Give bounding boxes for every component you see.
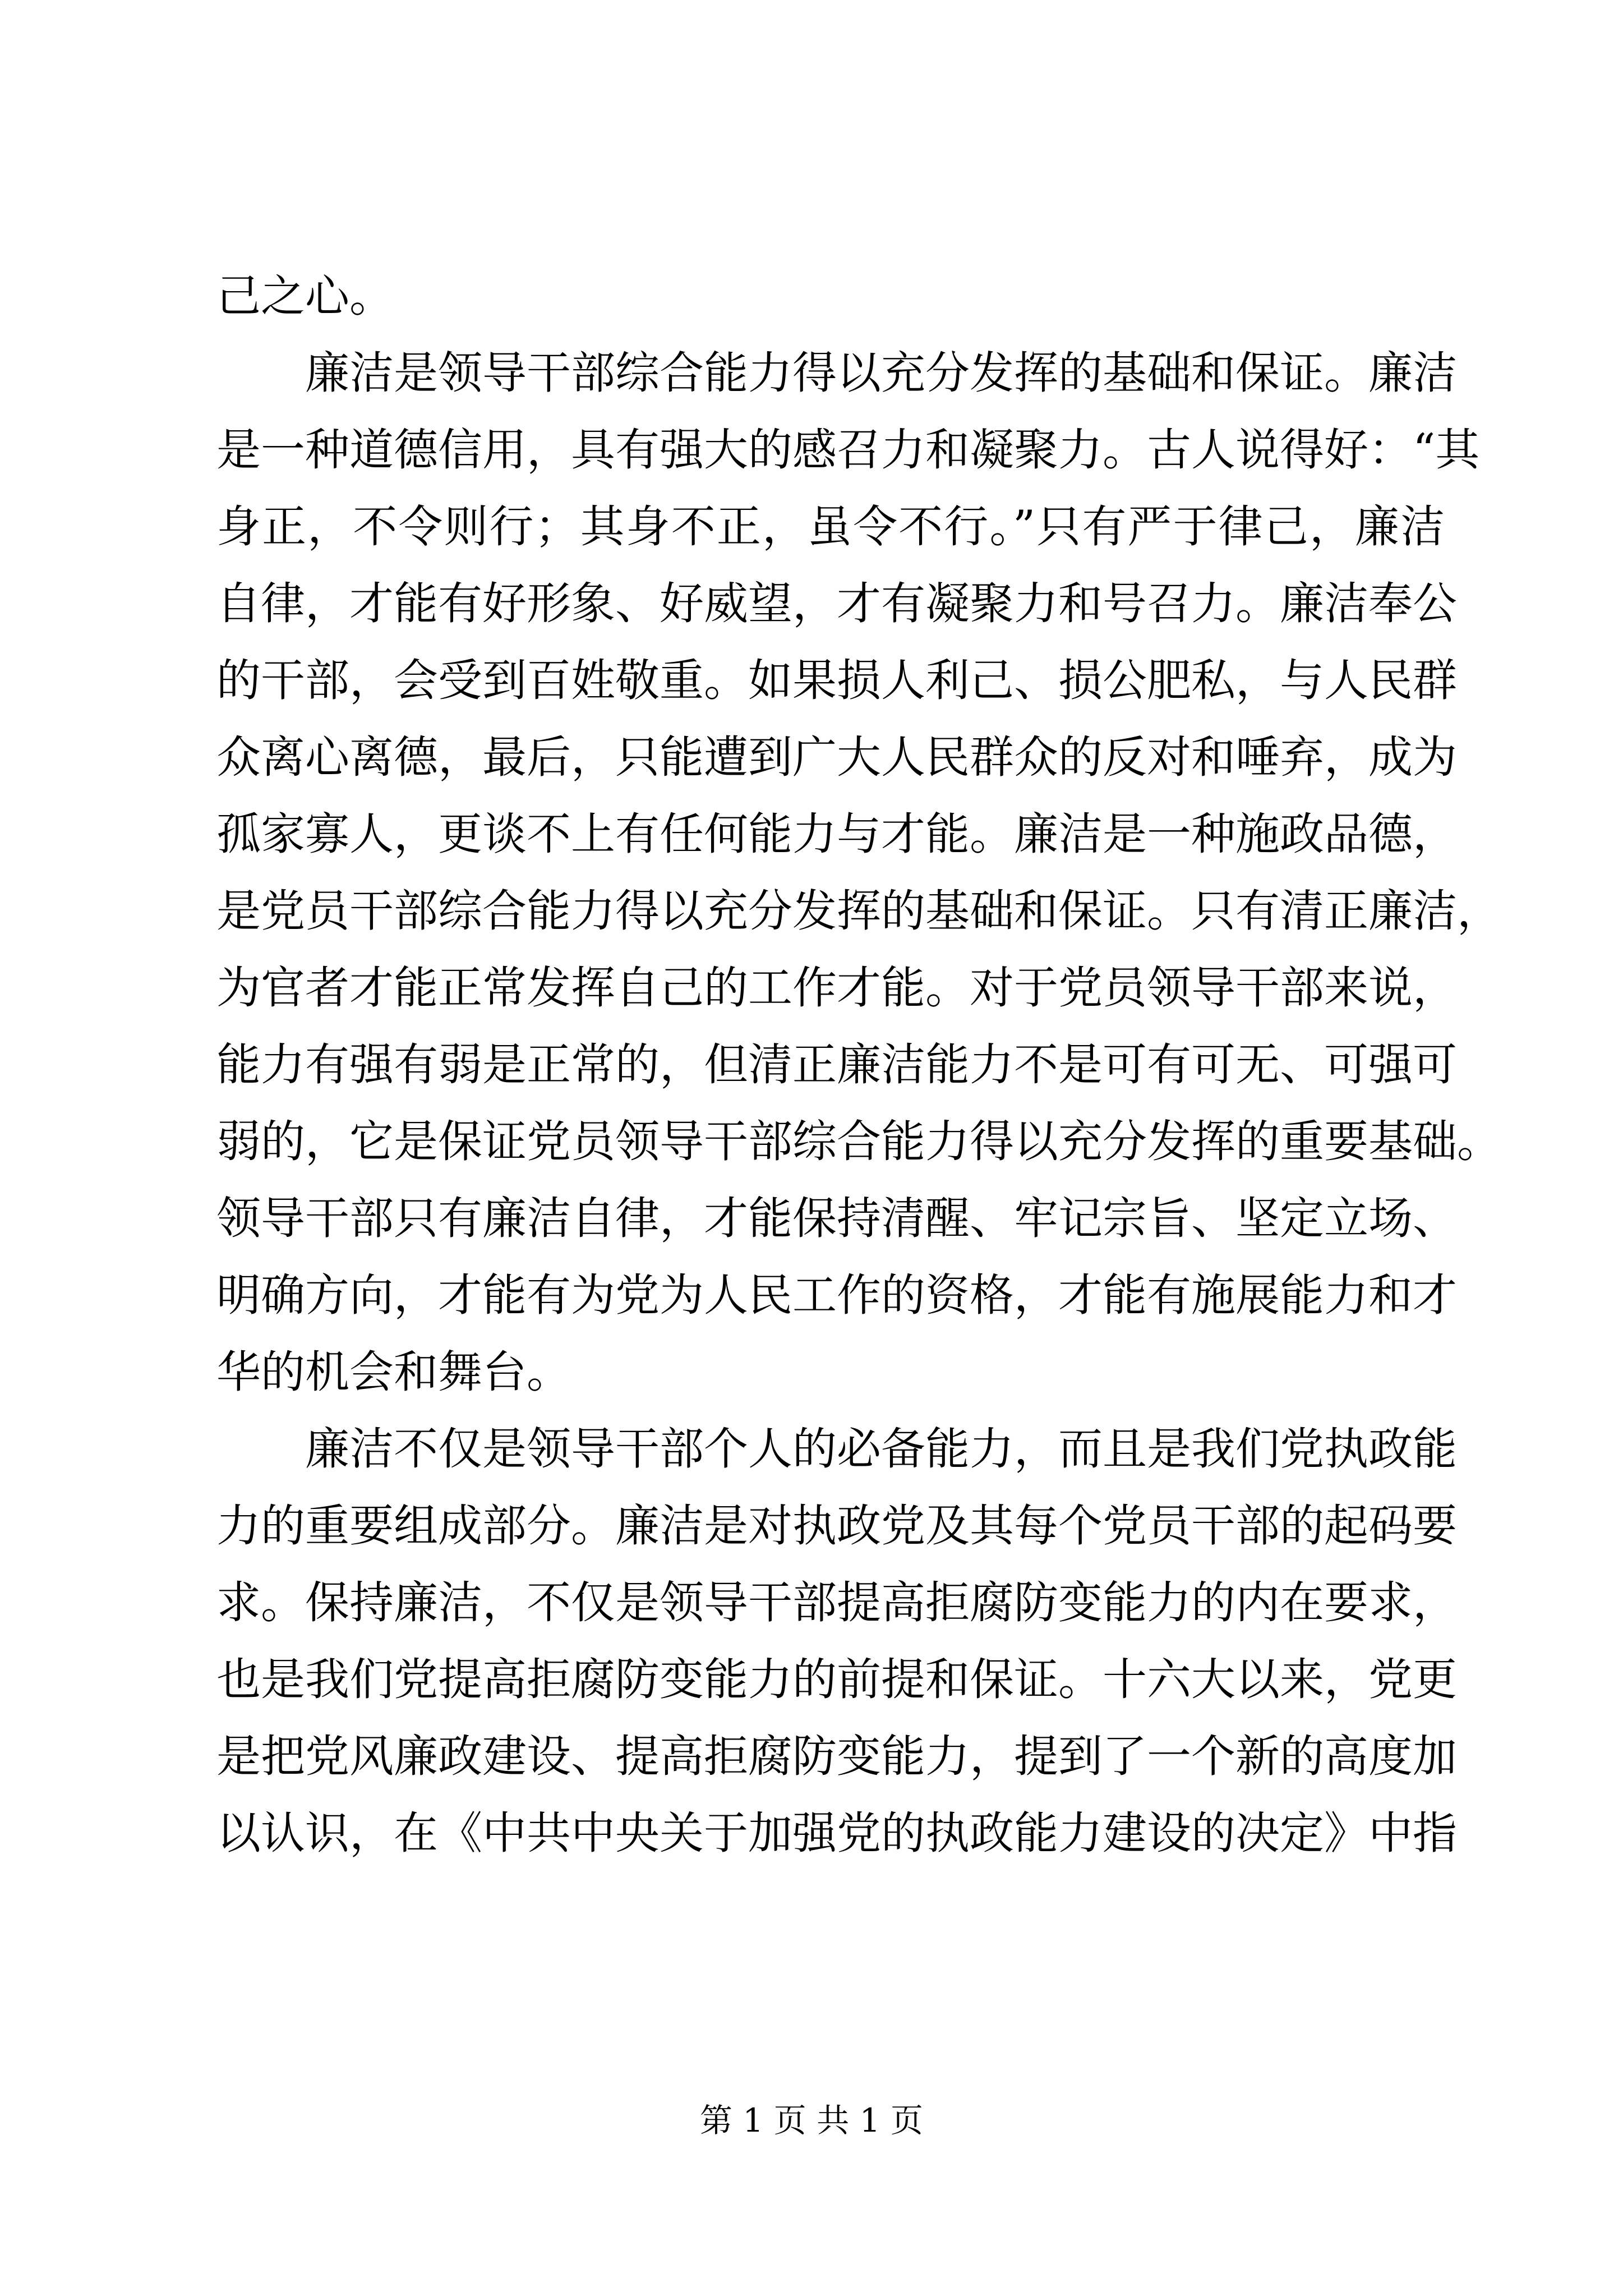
text-line: 自律，才能有好形象、好威望，才有凝聚力和号召力。廉洁奉公 [216,578,1457,629]
text-line: 弱的，它是保证党员领导干部综合能力得以充分发挥的重要基础。 [216,1116,1501,1167]
text-line: 廉洁是领导干部综合能力得以充分发挥的基础和保证。廉洁 [305,347,1457,399]
text-line: 是党员干部综合能力得以充分发挥的基础和保证。只有清正廉洁， [216,885,1501,937]
text-line: 是一种道德信用，具有强大的感召力和凝聚力。古人说得好：“其 [216,424,1480,476]
paragraph-3 [216,1411,1457,1872]
text-line: 领导干部只有廉洁自律，才能保持清醒、牢记宗旨、坚定立场、 [216,1193,1457,1244]
text-line: 己之心。 [216,270,394,322]
text-line: 也是我们党提高拒腐防变能力的前提和保证。十六大以来，党更 [216,1654,1457,1705]
text-line: 的干部，会受到百姓敬重。如果损人利己、损公肥私，与人民群 [216,655,1457,706]
text-line: 廉洁不仅是领导干部个人的必备能力，而且是我们党执政能 [305,1423,1457,1475]
text-line: 华的机会和舞台。 [216,1346,571,1398]
document-body [216,258,1501,1872]
text-line: 力的重要组成部分。廉洁是对执政党及其每个党员干部的起码要 [216,1500,1457,1552]
text-line: 为官者才能正常发挥自己的工作才能。对于党员领导干部来说， [216,962,1457,1014]
text-line: 是把党风廉政建设、提高拒腐防变能力，提到了一个新的高度加 [216,1731,1457,1782]
text-line: 孤家寡人，更谈不上有任何能力与才能。廉洁是一种施政品德， [216,808,1457,860]
text-line: 明确方向，才能有为党为人民工作的资格，才能有施展能力和才 [216,1269,1457,1321]
text-line: 求。保持廉洁，不仅是领导干部提高拒腐防变能力的内在要求， [216,1577,1457,1628]
page-number-label: 第 1 页 共 1 页 [700,2101,923,2139]
text-line: 众离心离德，最后，只能遭到广大人民群众的反对和唾弃，成为 [216,731,1457,783]
paragraph-1 [216,258,1445,335]
page-footer [0,2098,1623,2143]
text-line: 能力有强有弱是正常的，但清正廉洁能力不是可有可无、可强可 [216,1039,1457,1091]
text-line: 以认识，在《中共中央关于加强党的执政能力建设的决定》中指 [216,1807,1457,1859]
text-line: 身正，不令则行；其身不正，虽令不行。”只有严于律己，廉洁 [216,501,1445,553]
paragraph-2 [216,335,1501,1411]
